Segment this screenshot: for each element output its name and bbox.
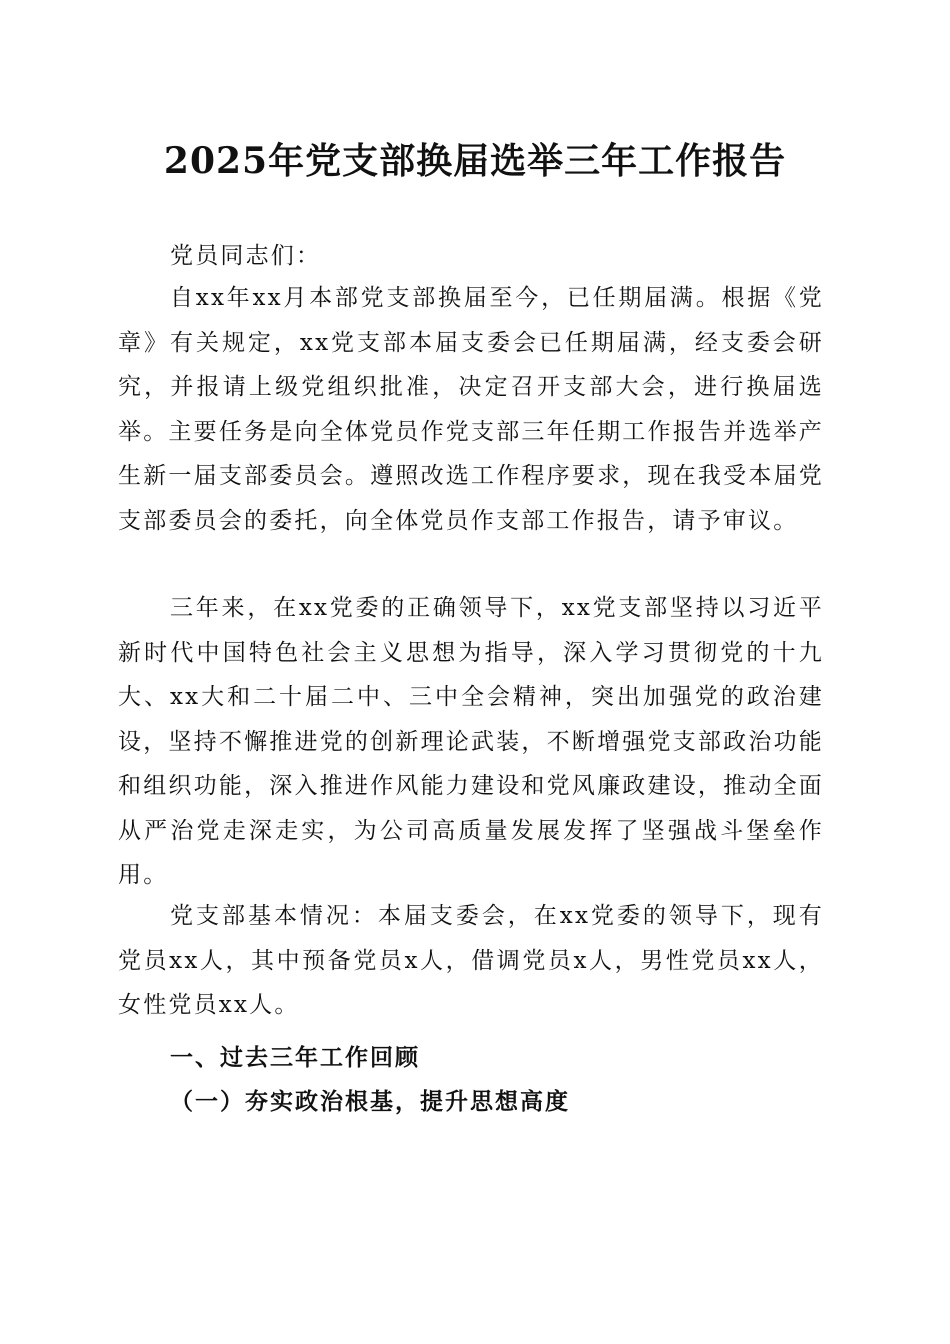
subsection-heading: （一）夯实政治根基，提升思想高度 bbox=[170, 1088, 570, 1115]
greeting: 党员同志们： bbox=[170, 243, 322, 269]
paragraph-basic-info: 党支部基本情况：本届支委会，在xx党委的领导下，现有党员xx人，其中预备党员x人，借调党员x人，男性党员xx人，女性党员xx人。 bbox=[118, 903, 824, 1018]
paragraph-intro: 自xx年xx月本部党支部换届至今，已任期届满。根据《党章》有关规定，xx党支部本届支委会已任期届满，经支委会研究，并报请上级党组织批准，决定召开支部大会，进行换届选举。主要任务是向全体党员作党支部三年任期工作报告并选举产生新一届支部委员会。遵照改选工作程序要求，现在我受本届党支部委员会的委托，向全体党员作支部工作报告，请予审议。 bbox=[118, 285, 824, 534]
paragraph-summary: 三年来，在xx党委的正确领导下，xx党支部坚持以习近平新时代中国特色社会主义思想为指导，深入学习贯彻党的十九大、xx大和二十届二中、三中全会精神，突出加强党的政治建设，坚持不懈推进党的创新理论武装，不断增强党支部政治功能和组织功能，深入推进作风能力建设和党风廉政建设，推动全面从严治党走深走实，为公司高质量发展发挥了坚强战斗堡垒作用。 bbox=[118, 595, 824, 888]
section-heading: 一、过去三年工作回顾 bbox=[170, 1045, 420, 1071]
document-title: 2025年党支部换届选举三年工作报告 bbox=[163, 140, 787, 182]
